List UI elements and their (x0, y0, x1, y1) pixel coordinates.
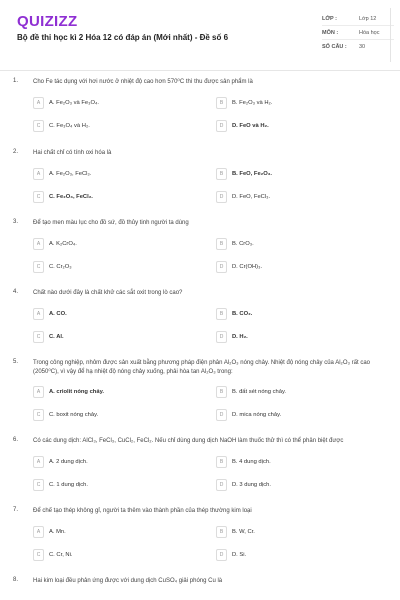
question-number: 5. (13, 359, 19, 365)
option-letter: A (33, 308, 44, 320)
option-letter: C (33, 191, 44, 203)
option-text: C. Cr₂O₃ (49, 264, 72, 270)
quizizz-logo[interactable]: QUIZIZZ (17, 13, 78, 30)
option-d[interactable] (216, 549, 246, 561)
option-text: D. H₂. (232, 334, 248, 340)
meta-value: 30 (359, 43, 366, 50)
page-title: Bộ đề thi học kì 2 Hóa 12 có đáp án (Mới nhất) - Đề số 6 (17, 33, 229, 42)
question-text: Chất nào dưới đây là chất khử các sắt oxit trong lò cao? (33, 290, 183, 296)
meta-key: SỐ CÂU : (322, 43, 347, 50)
option-text: B. đất sét nóng chảy. (232, 389, 287, 395)
option-text: D. FeO, FeCl₃. (232, 194, 271, 200)
divider (390, 8, 391, 62)
question-text: Để chế tạo thép không gỉ, người ta thêm vào thành phần của thép thường kim loại (33, 508, 252, 514)
option-letter: D (216, 549, 227, 561)
option-text: C. 1 dung dịch. (49, 482, 88, 488)
option-d[interactable] (216, 331, 248, 343)
meta-value: Hóa học (359, 29, 380, 36)
option-letter: B (216, 308, 227, 320)
option-letter: A (33, 97, 44, 109)
option-letter: A (33, 456, 44, 468)
option-text: D. mica nóng chảy. (232, 412, 282, 418)
option-text: D. 3 dung dịch. (232, 482, 271, 488)
option-d[interactable] (216, 409, 281, 421)
option-letter: D (216, 261, 227, 273)
option-letter: A (33, 238, 44, 250)
meta-key: LỚP : (322, 15, 337, 22)
meta-row-class (322, 12, 394, 26)
option-b[interactable] (216, 97, 272, 109)
option-letter: B (216, 526, 227, 538)
option-letter: B (216, 97, 227, 109)
header (0, 0, 400, 71)
option-letter: C (33, 331, 44, 343)
option-c[interactable] (33, 479, 88, 491)
question-number: 7. (13, 507, 19, 513)
option-letter: C (33, 479, 44, 491)
meta-row-subject (322, 26, 394, 40)
option-d[interactable] (216, 191, 270, 203)
option-text: C. Cr, Ni. (49, 552, 73, 558)
meta-row-count (322, 40, 394, 53)
question-number: 3. (13, 219, 19, 225)
option-text: A. CO. (49, 311, 67, 317)
option-text: B. Fe₂O₃ và H₂. (232, 100, 273, 106)
meta-value: Lớp 12 (359, 15, 377, 22)
option-text: B. 4 dung dịch. (232, 459, 271, 465)
question-number: 2. (13, 149, 19, 155)
option-b[interactable] (216, 456, 271, 468)
option-a[interactable] (33, 238, 77, 250)
option-letter: C (33, 409, 44, 421)
option-a[interactable] (33, 386, 104, 398)
option-a[interactable] (33, 97, 99, 109)
option-text: A. K₂CrO₄. (49, 241, 77, 247)
option-text: C. boxit nóng chảy. (49, 412, 99, 418)
question-number: 8. (13, 577, 19, 583)
option-a[interactable] (33, 526, 66, 538)
option-text: A. Fe₂O₃ và Fe₃O₄. (49, 100, 99, 106)
option-a[interactable] (33, 456, 88, 468)
question-text: Trong công nghiệp, nhôm được sản xuất bằng phương pháp điện phân Al₂O₃ nóng chảy. Nhiệt độ nóng chảy của Al₂O₃ rất cao (2050⁰C), vì vậy để hạ nhiệt độ nóng chảy xuống, phải hòa tan Al₂O₃ trong: (33, 360, 370, 375)
option-b[interactable] (216, 386, 286, 398)
option-text: C. Fe₂O₃, FeCl₂. (49, 194, 93, 200)
option-b[interactable] (216, 168, 272, 180)
option-c[interactable] (33, 331, 64, 343)
question-text: Có các dung dịch: AlCl₃, FeCl₃, CuCl₂, FeCl₂. Nếu chỉ dùng dung dịch NaOH làm thuốc thử thì có thể phân biệt được (33, 438, 344, 444)
option-text: A. criolit nóng chảy. (49, 389, 104, 395)
option-letter: D (216, 409, 227, 421)
option-letter: A (33, 526, 44, 538)
option-letter: B (216, 168, 227, 180)
option-c[interactable] (33, 120, 90, 132)
option-d[interactable] (216, 261, 262, 273)
option-letter: C (33, 120, 44, 132)
option-letter: C (33, 549, 44, 561)
question-text: Hai kim loại đều phản ứng được với dung dịch CuSO₄ giải phóng Cu là (33, 578, 223, 584)
question-text: Cho Fe tác dụng với hơi nước ở nhiệt độ cao hơn 570⁰C thì thu được sản phẩm là (33, 79, 253, 85)
option-letter: B (216, 456, 227, 468)
meta-table (322, 12, 394, 53)
option-letter: B (216, 386, 227, 398)
option-d[interactable] (216, 479, 271, 491)
option-text: A. Fe₂O₃, FeCl₃. (49, 171, 92, 177)
option-text: B. W, Cr. (232, 529, 255, 535)
option-letter: D (216, 479, 227, 491)
option-text: D. FeO và H₂. (232, 123, 269, 129)
option-text: B. CO₂. (232, 311, 253, 317)
question-number: 6. (13, 437, 19, 443)
option-letter: C (33, 261, 44, 273)
option-text: D. Si. (232, 552, 247, 558)
option-b[interactable] (216, 526, 255, 538)
question-text: Hai chất chỉ có tính oxi hóa là (33, 150, 112, 156)
question-number: 4. (13, 289, 19, 295)
option-c[interactable] (33, 409, 98, 421)
option-text: A. 2 dung dịch. (49, 459, 88, 465)
option-letter: D (216, 120, 227, 132)
question-number: 1. (13, 78, 19, 84)
option-letter: A (33, 168, 44, 180)
option-text: B. CrO₃. (232, 241, 254, 247)
option-letter: A (33, 386, 44, 398)
option-text: B. FeO, Fe₂O₃. (232, 171, 273, 177)
option-text: A. Mn. (49, 529, 66, 535)
option-b[interactable] (216, 238, 254, 250)
option-c[interactable] (33, 261, 72, 273)
option-d[interactable] (216, 120, 269, 132)
option-b[interactable] (216, 308, 252, 320)
option-text: C. Al. (49, 334, 64, 340)
meta-key: MÔN : (322, 29, 339, 36)
option-a[interactable] (33, 308, 67, 320)
option-c[interactable] (33, 191, 93, 203)
option-text: D. Cr(OH)₃. (232, 264, 263, 270)
option-c[interactable] (33, 549, 73, 561)
option-letter: D (216, 331, 227, 343)
option-a[interactable] (33, 168, 91, 180)
question-text: Để tạo men màu lục cho đồ sứ, đồ thủy tinh người ta dùng (33, 220, 189, 226)
option-text: C. Fe₃O₄ và H₂. (49, 123, 90, 129)
option-letter: D (216, 191, 227, 203)
option-letter: B (216, 238, 227, 250)
